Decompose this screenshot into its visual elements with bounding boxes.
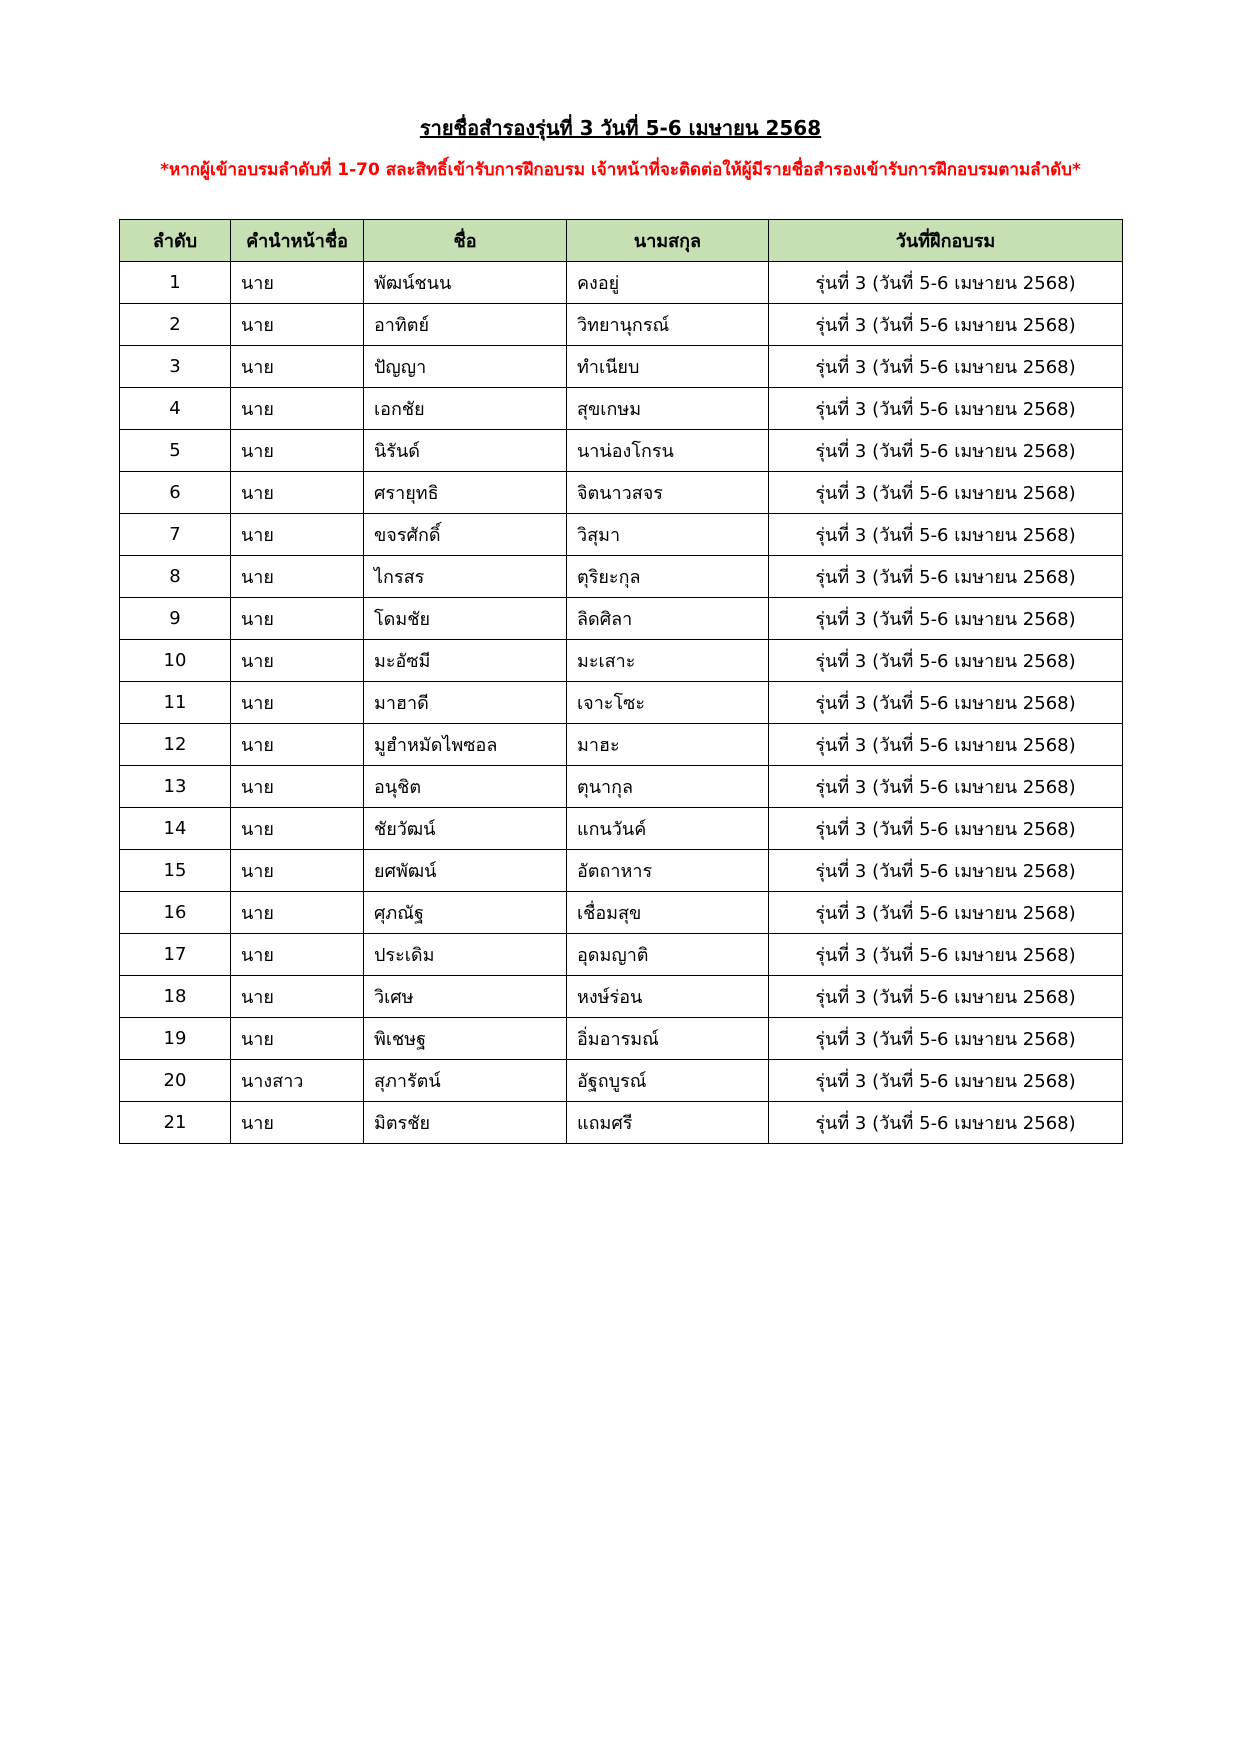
cell-training-date: รุ่นที่ 3 (วันที่ 5-6 เมษายน 2568) [769, 388, 1123, 430]
cell-last-name: วิสุมา [567, 514, 769, 556]
cell-last-name: อัตถาหาร [567, 850, 769, 892]
cell-training-date: รุ่นที่ 3 (วันที่ 5-6 เมษายน 2568) [769, 514, 1123, 556]
cell-first-name: ยศพัฒน์ [364, 850, 567, 892]
cell-training-date: รุ่นที่ 3 (วันที่ 5-6 เมษายน 2568) [769, 724, 1123, 766]
cell-last-name: นาน่องโกรน [567, 430, 769, 472]
cell-training-date: รุ่นที่ 3 (วันที่ 5-6 เมษายน 2568) [769, 262, 1123, 304]
cell-no: 10 [120, 640, 231, 682]
cell-training-date: รุ่นที่ 3 (วันที่ 5-6 เมษายน 2568) [769, 430, 1123, 472]
cell-first-name: มิตรชัย [364, 1102, 567, 1144]
cell-training-date: รุ่นที่ 3 (วันที่ 5-6 เมษายน 2568) [769, 1102, 1123, 1144]
cell-prefix: นาย [231, 850, 364, 892]
cell-last-name: จิตนาวสจร [567, 472, 769, 514]
cell-training-date: รุ่นที่ 3 (วันที่ 5-6 เมษายน 2568) [769, 682, 1123, 724]
cell-first-name: พิเชษฐ [364, 1018, 567, 1060]
cell-first-name: พัฒน์ชนน [364, 262, 567, 304]
cell-prefix: นาย [231, 304, 364, 346]
cell-first-name: ชัยวัฒน์ [364, 808, 567, 850]
cell-last-name: วิทยานุกรณ์ [567, 304, 769, 346]
cell-first-name: ประเดิม [364, 934, 567, 976]
cell-no: 8 [120, 556, 231, 598]
column-header-prefix: คำนำหน้าชื่อ [231, 220, 364, 262]
cell-prefix: นาย [231, 472, 364, 514]
cell-prefix: นาย [231, 556, 364, 598]
cell-no: 20 [120, 1060, 231, 1102]
table-row [120, 640, 1123, 682]
cell-training-date: รุ่นที่ 3 (วันที่ 5-6 เมษายน 2568) [769, 808, 1123, 850]
table-row [120, 1060, 1123, 1102]
cell-first-name: วิเศษ [364, 976, 567, 1018]
table-row [120, 514, 1123, 556]
cell-no: 15 [120, 850, 231, 892]
cell-training-date: รุ่นที่ 3 (วันที่ 5-6 เมษายน 2568) [769, 598, 1123, 640]
cell-last-name: ตุนากุล [567, 766, 769, 808]
reserve-list-table [119, 219, 1123, 1144]
cell-prefix: นางสาว [231, 1060, 364, 1102]
cell-prefix: นาย [231, 640, 364, 682]
table-row [120, 598, 1123, 640]
cell-no: 19 [120, 1018, 231, 1060]
cell-no: 6 [120, 472, 231, 514]
cell-last-name: ลิดศิลา [567, 598, 769, 640]
cell-no: 7 [120, 514, 231, 556]
table-row [120, 766, 1123, 808]
cell-training-date: รุ่นที่ 3 (วันที่ 5-6 เมษายน 2568) [769, 556, 1123, 598]
cell-no: 18 [120, 976, 231, 1018]
cell-prefix: นาย [231, 430, 364, 472]
cell-last-name: มะเสาะ [567, 640, 769, 682]
table-body [120, 262, 1123, 1144]
cell-first-name: โดมชัย [364, 598, 567, 640]
cell-last-name: สุขเกษม [567, 388, 769, 430]
cell-prefix: นาย [231, 724, 364, 766]
cell-training-date: รุ่นที่ 3 (วันที่ 5-6 เมษายน 2568) [769, 850, 1123, 892]
cell-no: 21 [120, 1102, 231, 1144]
table-header [120, 220, 1123, 262]
cell-prefix: นาย [231, 514, 364, 556]
cell-training-date: รุ่นที่ 3 (วันที่ 5-6 เมษายน 2568) [769, 934, 1123, 976]
cell-last-name: แถมศรี [567, 1102, 769, 1144]
column-header-last-name: นามสกุล [567, 220, 769, 262]
table-row [120, 892, 1123, 934]
cell-no: 13 [120, 766, 231, 808]
table-row [120, 430, 1123, 472]
cell-no: 14 [120, 808, 231, 850]
cell-training-date: รุ่นที่ 3 (วันที่ 5-6 เมษายน 2568) [769, 472, 1123, 514]
document-title: รายชื่อสำรองรุ่นที่ 3 วันที่ 5-6 เมษายน 2568 [419, 116, 822, 140]
cell-last-name: อิ่มอารมณ์ [567, 1018, 769, 1060]
table-row [120, 346, 1123, 388]
cell-first-name: ขจรศักดิ์ [364, 514, 567, 556]
cell-last-name: แกนวันค์ [567, 808, 769, 850]
cell-first-name: ไกรสร [364, 556, 567, 598]
cell-first-name: เอกชัย [364, 388, 567, 430]
cell-training-date: รุ่นที่ 3 (วันที่ 5-6 เมษายน 2568) [769, 1018, 1123, 1060]
cell-no: 9 [120, 598, 231, 640]
cell-no: 3 [120, 346, 231, 388]
cell-first-name: อนุชิต [364, 766, 567, 808]
header-row [120, 220, 1123, 262]
cell-training-date: รุ่นที่ 3 (วันที่ 5-6 เมษายน 2568) [769, 892, 1123, 934]
table-row [120, 808, 1123, 850]
cell-training-date: รุ่นที่ 3 (วันที่ 5-6 เมษายน 2568) [769, 1060, 1123, 1102]
cell-first-name: อาทิตย์ [364, 304, 567, 346]
cell-last-name: หงษ์ร่อน [567, 976, 769, 1018]
cell-last-name: คงอยู่ [567, 262, 769, 304]
cell-last-name: อุดมญาติ [567, 934, 769, 976]
cell-prefix: นาย [231, 682, 364, 724]
cell-last-name: เจาะโซะ [567, 682, 769, 724]
cell-training-date: รุ่นที่ 3 (วันที่ 5-6 เมษายน 2568) [769, 346, 1123, 388]
cell-no: 12 [120, 724, 231, 766]
document-note: *หากผู้เข้าอบรมลำดับที่ 1-70 สละสิทธิ์เข้ารับการฝึกอบรม เจ้าหน้าที่จะติดต่อให้ผู้มีรายชื่อสำรองเข้ารับการฝึกอบรมตามลำดับ* [160, 160, 1081, 180]
cell-training-date: รุ่นที่ 3 (วันที่ 5-6 เมษายน 2568) [769, 640, 1123, 682]
cell-first-name: ศุภณัฐ [364, 892, 567, 934]
table-row [120, 976, 1123, 1018]
table-row [120, 472, 1123, 514]
table-row [120, 850, 1123, 892]
table-row [120, 304, 1123, 346]
cell-first-name: นิรันด์ [364, 430, 567, 472]
cell-training-date: รุ่นที่ 3 (วันที่ 5-6 เมษายน 2568) [769, 976, 1123, 1018]
cell-training-date: รุ่นที่ 3 (วันที่ 5-6 เมษายน 2568) [769, 766, 1123, 808]
cell-prefix: นาย [231, 1018, 364, 1060]
cell-first-name: มูฮำหมัดไพซอล [364, 724, 567, 766]
table-row [120, 1102, 1123, 1144]
cell-no: 1 [120, 262, 231, 304]
cell-no: 17 [120, 934, 231, 976]
cell-prefix: นาย [231, 934, 364, 976]
cell-first-name: มะอัซมี [364, 640, 567, 682]
table-row [120, 262, 1123, 304]
table-row [120, 934, 1123, 976]
cell-prefix: นาย [231, 976, 364, 1018]
cell-last-name: เชื่อมสุข [567, 892, 769, 934]
cell-prefix: นาย [231, 388, 364, 430]
cell-first-name: สุภารัตน์ [364, 1060, 567, 1102]
cell-no: 11 [120, 682, 231, 724]
table-row [120, 724, 1123, 766]
column-header-no: ลำดับ [120, 220, 231, 262]
cell-no: 5 [120, 430, 231, 472]
cell-last-name: มาฮะ [567, 724, 769, 766]
table-row [120, 556, 1123, 598]
cell-last-name: ทำเนียบ [567, 346, 769, 388]
cell-training-date: รุ่นที่ 3 (วันที่ 5-6 เมษายน 2568) [769, 304, 1123, 346]
cell-last-name: อัฐถบูรณ์ [567, 1060, 769, 1102]
cell-first-name: ศรายุทธิ [364, 472, 567, 514]
cell-last-name: ตุริยะกุล [567, 556, 769, 598]
cell-first-name: มาฮาดี [364, 682, 567, 724]
cell-no: 4 [120, 388, 231, 430]
cell-prefix: นาย [231, 598, 364, 640]
cell-no: 16 [120, 892, 231, 934]
cell-prefix: นาย [231, 892, 364, 934]
table-row [120, 1018, 1123, 1060]
table-row [120, 388, 1123, 430]
cell-first-name: ปัญญา [364, 346, 567, 388]
cell-prefix: นาย [231, 766, 364, 808]
cell-prefix: นาย [231, 262, 364, 304]
table-row [120, 682, 1123, 724]
cell-prefix: นาย [231, 808, 364, 850]
column-header-first-name: ชื่อ [364, 220, 567, 262]
cell-prefix: นาย [231, 346, 364, 388]
column-header-training-date: วันที่ฝึกอบรม [769, 220, 1123, 262]
cell-prefix: นาย [231, 1102, 364, 1144]
cell-no: 2 [120, 304, 231, 346]
